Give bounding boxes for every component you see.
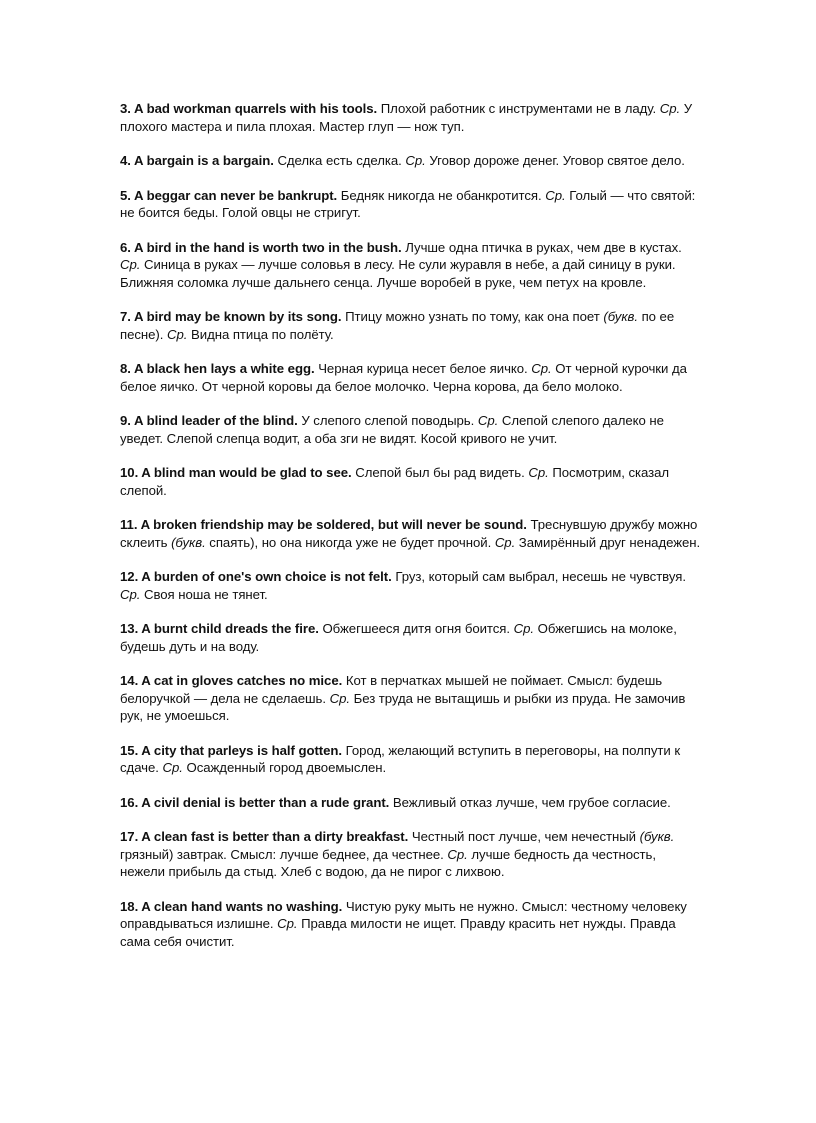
proverb-translation: Сделка есть сделка. (273, 153, 406, 168)
proverb-translation: Осажденный город двоемыслен. (182, 760, 387, 775)
proverb-entry (120, 239, 702, 292)
proverb-italic-note: (букв. (171, 534, 206, 550)
proverb-entry (120, 568, 702, 603)
proverb-english: 13. A burnt child dreads the fire. (120, 621, 319, 636)
proverb-entry (120, 100, 702, 135)
proverb-translation: Синица в руках — лучше соловья в лесу. Не сули журавля в небе, а дай синицу в руки. Ближняя соломка лучше дальнего сенца. Лучше воробей в руке, чем петух на кровле. (120, 257, 676, 290)
proverb-entry (120, 360, 702, 395)
proverb-translation: Кот в перчатках мышей не поймает. Смысл: будешь белоручкой — дела не сделаешь. (120, 673, 663, 706)
proverb-english: 12. A burden of one's own choice is not felt. (120, 569, 392, 584)
proverb-translation: Слепой был бы рад видеть. (351, 465, 529, 480)
proverb-entry (120, 620, 702, 655)
proverb-italic-note: Ср. (120, 257, 141, 272)
proverb-english: 4. A bargain is a bargain. (120, 153, 274, 168)
proverb-italic-note: Ср. (513, 621, 535, 636)
proverb-translation: Бедняк никогда не обанкротится. (337, 187, 546, 203)
proverb-translation: Своя ноша не тянет. (140, 586, 268, 602)
proverb-entry (120, 898, 702, 951)
proverb-italic-note: Ср. (494, 534, 516, 550)
proverb-italic-note: (букв. (603, 309, 638, 324)
proverb-translation: Замирённый друг ненадежен. (515, 534, 701, 550)
proverb-translation: Обжегшееся дитя огня боится. (318, 621, 514, 636)
proverbs-document (120, 100, 702, 967)
proverb-entry (120, 464, 702, 499)
proverb-translation: Посмотрим, сказал слепой. (120, 465, 670, 498)
proverb-entry (120, 794, 702, 812)
proverb-italic-note: Ср. (545, 187, 566, 203)
proverb-translation: Уговор дороже денег. Уговор святое дело. (425, 153, 685, 168)
proverb-translation: Лучше одна птичка в руках, чем две в кустах. (401, 239, 682, 255)
proverb-entry (120, 308, 702, 343)
proverb-translation: Птицу можно узнать по тому, как она поет (341, 309, 604, 324)
proverb-english: 8. A black hen lays a white egg. (120, 361, 315, 376)
proverb-translation: Груз, который сам выбрал, несешь не чувствуя. (391, 569, 686, 584)
proverb-translation: Видна птица по полёту. (187, 326, 334, 342)
proverb-translation: Плохой работник с инструментами не в ладу. (377, 101, 660, 116)
proverb-english: 18. A clean hand wants no washing. (120, 898, 343, 914)
proverb-english: 6. A bird in the hand is worth two in the bush. (120, 239, 402, 255)
proverb-translation: Обжегшись на молоке, будешь дуть и на воду. (120, 621, 677, 654)
proverb-entry (120, 828, 702, 881)
proverb-translation: Треснувшую дружбу можно склеить (120, 517, 698, 550)
proverb-entry (120, 187, 702, 222)
proverb-english: 15. A city that parleys is half gotten. (120, 742, 343, 758)
proverb-translation: Без труда не вытащишь и рыбки из пруда. Не замочив рук, не умоешься. (120, 690, 686, 723)
proverb-english: 3. A bad workman quarrels with his tools. (120, 101, 378, 116)
proverb-translation: У плохого мастера и пила плохая. Мастер глуп — нож туп. (120, 101, 693, 134)
proverb-translation: лучше бедность да честность, нежели прибыль да стыд. Хлеб с водою, да не пирог с лихвою. (120, 846, 656, 879)
proverb-entry (120, 742, 702, 777)
proverb-translation: грязный) завтрак. Смысл: лучше беднее, да честнее. (120, 846, 448, 862)
proverb-translation: Вежливый отказ лучше, чем грубое согласие. (389, 794, 671, 810)
proverb-translation: Правда милости не ищет. Правду красить нет нужды. Правда сама себя очистит. (120, 916, 676, 949)
proverb-english: 17. A clean fast is better than a dirty breakfast. (120, 829, 409, 844)
proverb-english: 11. A broken friendship may be soldered, but will never be sound. (120, 517, 527, 532)
proverb-translation: по ее песне). (120, 309, 675, 342)
proverb-entry (120, 412, 702, 447)
proverb-translation: От черной курочки да белое яичко. От черной коровы да белое молочко. Черна корова, да бело молоко. (120, 361, 687, 394)
proverb-italic-note: Ср. (120, 586, 141, 602)
proverb-translation: Слепой слепого далеко не уведет. Слепой слепца водит, а оба зги не видят. Косой кривого не учит. (120, 413, 664, 446)
proverb-translation: спаять), но она никогда уже не будет прочной. (205, 534, 495, 550)
proverb-entry (120, 516, 702, 551)
proverb-italic-note: Ср. (531, 361, 552, 376)
proverb-italic-note: Ср. (162, 760, 183, 775)
proverb-english: 7. A bird may be known by its song. (120, 309, 342, 324)
proverb-italic-note: Ср. (167, 326, 188, 342)
proverb-translation: Честный пост лучше, чем нечестный (408, 829, 640, 844)
proverb-english: 5. A beggar can never be bankrupt. (120, 187, 338, 203)
proverb-italic-note: Ср. (405, 153, 426, 168)
proverb-italic-note: (букв. (639, 829, 675, 844)
proverb-english: 14. A cat in gloves catches no mice. (120, 673, 343, 688)
proverb-entry (120, 672, 702, 725)
proverb-entry (120, 152, 702, 170)
proverb-italic-note: Ср. (447, 846, 468, 862)
proverb-english: 10. A blind man would be glad to see. (120, 465, 352, 480)
proverb-english: 16. A civil denial is better than a rude grant. (120, 794, 390, 810)
proverb-translation: Голый — что святой: не боится беды. Голой овцы не стригут. (120, 187, 696, 220)
proverb-italic-note: Ср. (528, 465, 549, 480)
proverb-english: 9. A blind leader of the blind. (120, 413, 298, 428)
proverb-italic-note: Ср. (477, 413, 499, 428)
proverb-italic-note: Ср. (277, 916, 298, 931)
proverb-translation: Чистую руку мыть не нужно. Смысл: честному человеку оправдываться излишне. (120, 898, 687, 931)
proverb-translation: У слепого слепой поводырь. (297, 413, 478, 428)
proverb-translation: Город, желающий вступить в переговоры, на полпути к сдаче. (120, 742, 681, 775)
proverb-italic-note: Ср. (659, 101, 681, 116)
proverb-italic-note: Ср. (329, 690, 350, 706)
proverb-translation: Черная курица несет белое яичко. (314, 361, 532, 376)
